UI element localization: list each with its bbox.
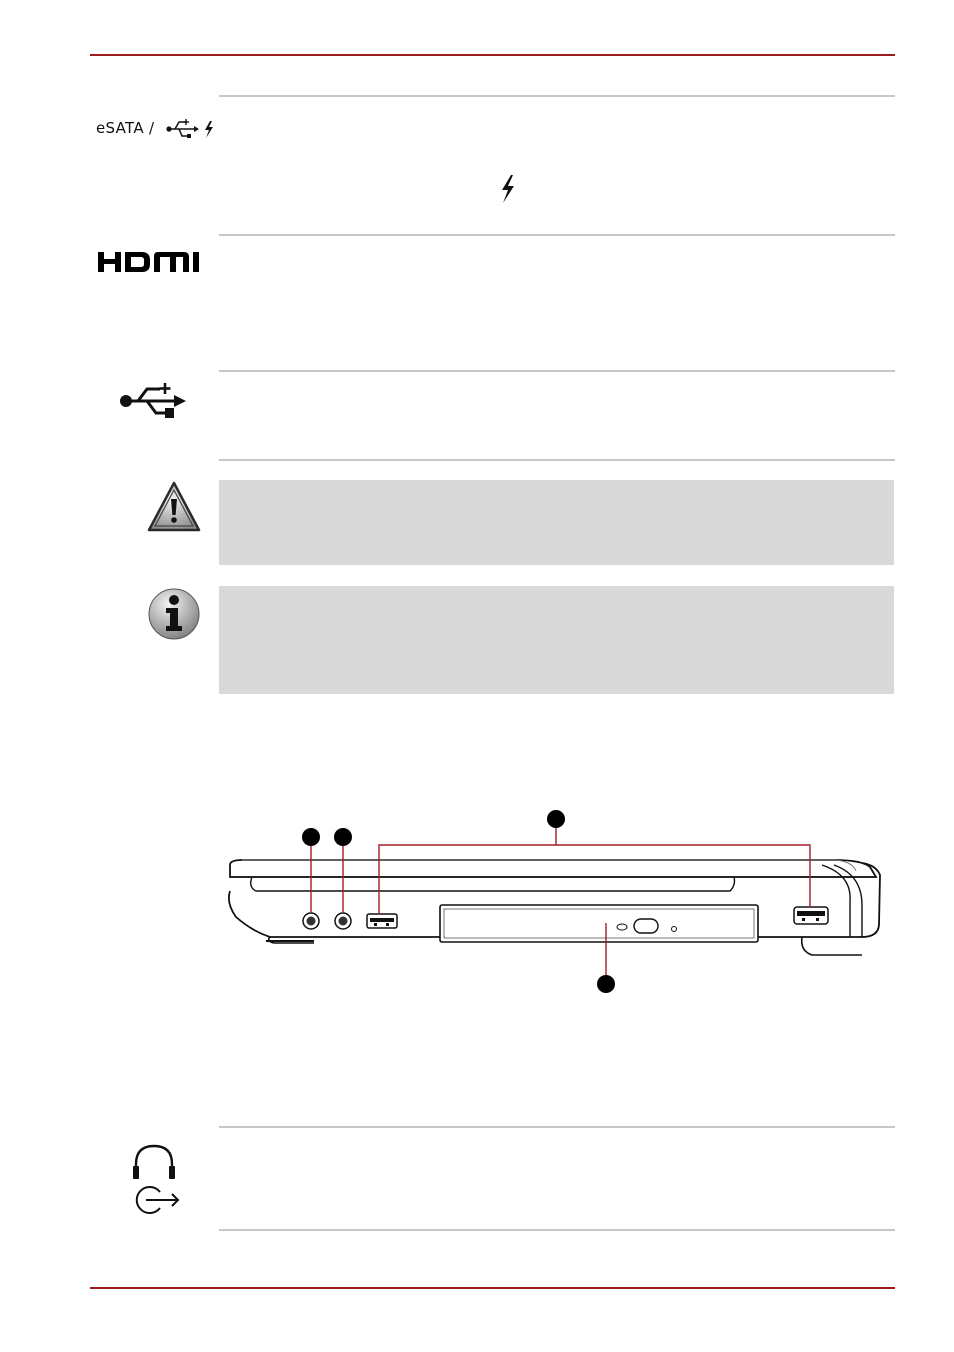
separator-rule xyxy=(219,370,895,372)
usb-icon xyxy=(166,118,220,140)
footer-rule xyxy=(90,1287,895,1289)
lightning-icon xyxy=(498,174,518,204)
header-rule xyxy=(90,54,895,56)
laptop-left-side-illustration xyxy=(222,805,888,995)
info-icon xyxy=(147,587,201,641)
separator-rule xyxy=(219,1229,895,1231)
line-out-icon xyxy=(128,1182,182,1218)
esata-label: eSATA / xyxy=(96,119,155,137)
callout-marker xyxy=(547,810,565,828)
separator-rule xyxy=(219,234,895,236)
separator-rule xyxy=(219,459,895,461)
warning-box xyxy=(219,480,894,565)
hdmi-logo xyxy=(97,251,211,273)
warning-icon xyxy=(146,480,202,534)
callout-marker xyxy=(597,975,615,993)
usb-port-icon xyxy=(118,382,188,420)
callout-marker xyxy=(302,828,320,846)
separator-rule xyxy=(219,1126,895,1128)
callout-marker xyxy=(334,828,352,846)
separator-rule xyxy=(219,95,895,97)
info-box xyxy=(219,586,894,694)
